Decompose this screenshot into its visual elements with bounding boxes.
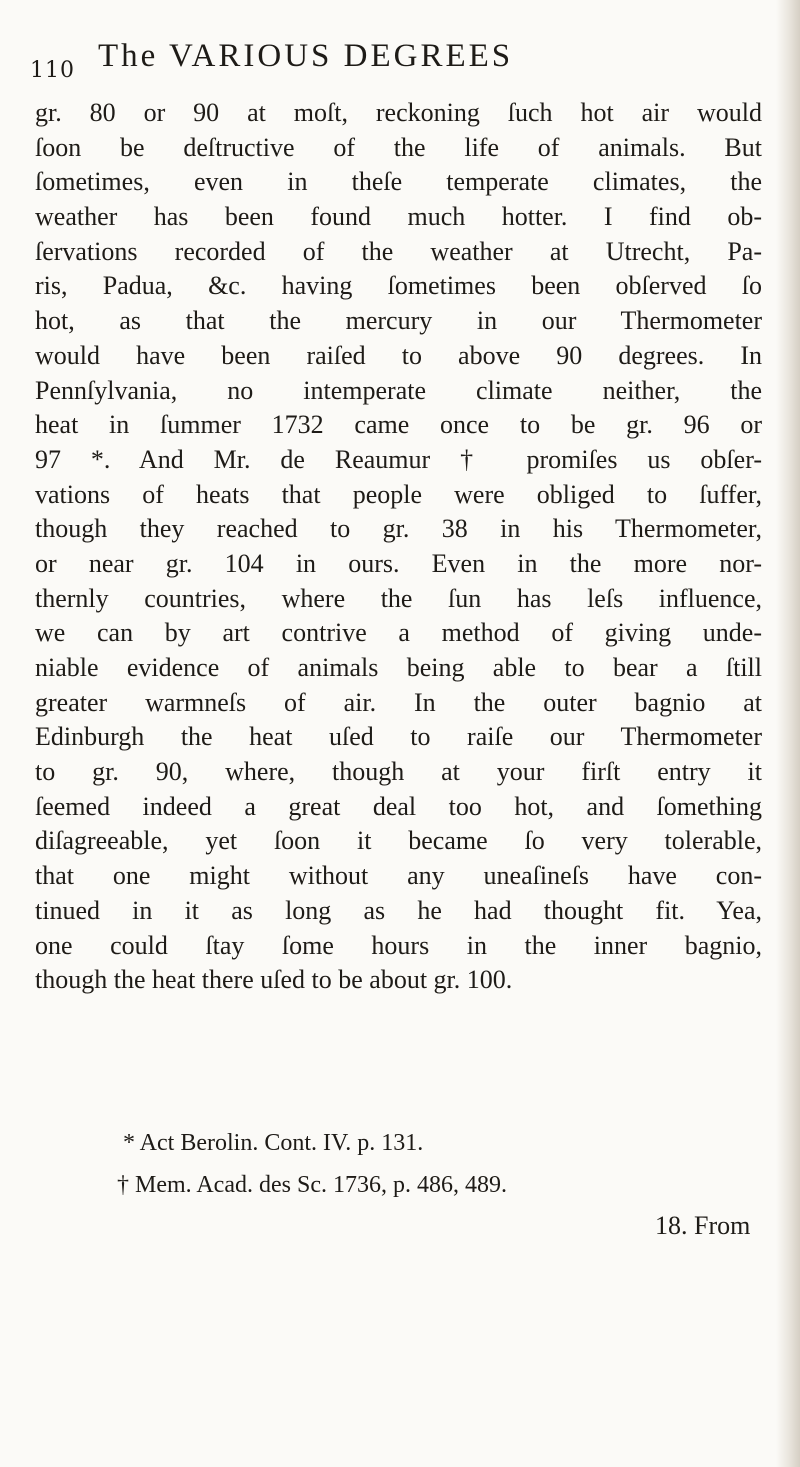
text-line: vations of heats that people were obliged to ſuffer,	[35, 479, 762, 509]
text-line: one could ſtay ſome hours in the inner bagnio,	[35, 930, 762, 960]
running-head: The VARIOUS DEGREES	[98, 38, 514, 74]
text-line: ſervations recorded of the weather at Utrecht, Pa-	[35, 236, 762, 266]
text-line: ſoon be deſtructive of the life of animals. But	[35, 132, 762, 162]
text-line: or near gr. 104 in ours. Even in the more nor-	[35, 548, 762, 578]
text-line: ſeemed indeed a great deal too hot, and ſomething	[35, 791, 762, 821]
text-line: to gr. 90, where, though at your firſt entry it	[35, 757, 762, 787]
text-line: Edinburgh the heat uſed to raiſe our Thermometer	[35, 722, 762, 752]
text-line: greater warmneſs of air. In the outer bagnio at	[35, 687, 762, 717]
text-line: tinued in it as long as he had thought fit. Yea,	[35, 895, 762, 925]
text-line: hot, as that the mercury in our Thermometer	[35, 306, 762, 336]
text-line: that one might without any uneaſineſs have con-	[35, 861, 762, 891]
text-line: weather has been found much hotter. I find ob-	[35, 202, 762, 232]
text-line: though the heat there uſed to be about gr. 100.	[35, 965, 513, 995]
text-line: diſagreeable, yet ſoon it became ſo very tolerable,	[35, 826, 762, 856]
text-line: we can by art contrive a method of giving unde-	[35, 618, 762, 648]
page-header	[0, 28, 800, 88]
footnote-asterisk: * Act Berolin. Cont. IV. p. 131.	[123, 1130, 424, 1156]
text-line: thernly countries, where the ſun has leſs influence,	[35, 583, 762, 613]
text-line: heat in ſummer 1732 came once to be gr. 96 or	[35, 410, 762, 440]
page-edge-shadow	[776, 0, 800, 1467]
footnote-dagger: † Mem. Acad. des Sc. 1736, p. 486, 489.	[117, 1172, 507, 1198]
page-number: 110	[30, 58, 75, 83]
text-line: niable evidence of animals being able to bear a ſtill	[35, 653, 762, 682]
text-line: ris, Padua, &c. having ſometimes been obſerved ſo	[35, 271, 762, 301]
catchword: 18. From	[655, 1211, 751, 1240]
text-line: would have been raiſed to above 90 degrees. In	[35, 340, 762, 370]
text-line: Pennſylvania, no intemperate climate neither, the	[35, 375, 762, 405]
text-line: 97 *. And Mr. de Reaumur † promiſes us obſer-	[35, 444, 762, 474]
text-line: ſometimes, even in theſe temperate climates, the	[35, 167, 762, 197]
text-line: gr. 80 or 90 at moſt, reckoning ſuch hot air would	[35, 98, 762, 127]
text-line: though they reached to gr. 38 in his Thermometer,	[35, 514, 762, 544]
body-text	[35, 96, 762, 998]
